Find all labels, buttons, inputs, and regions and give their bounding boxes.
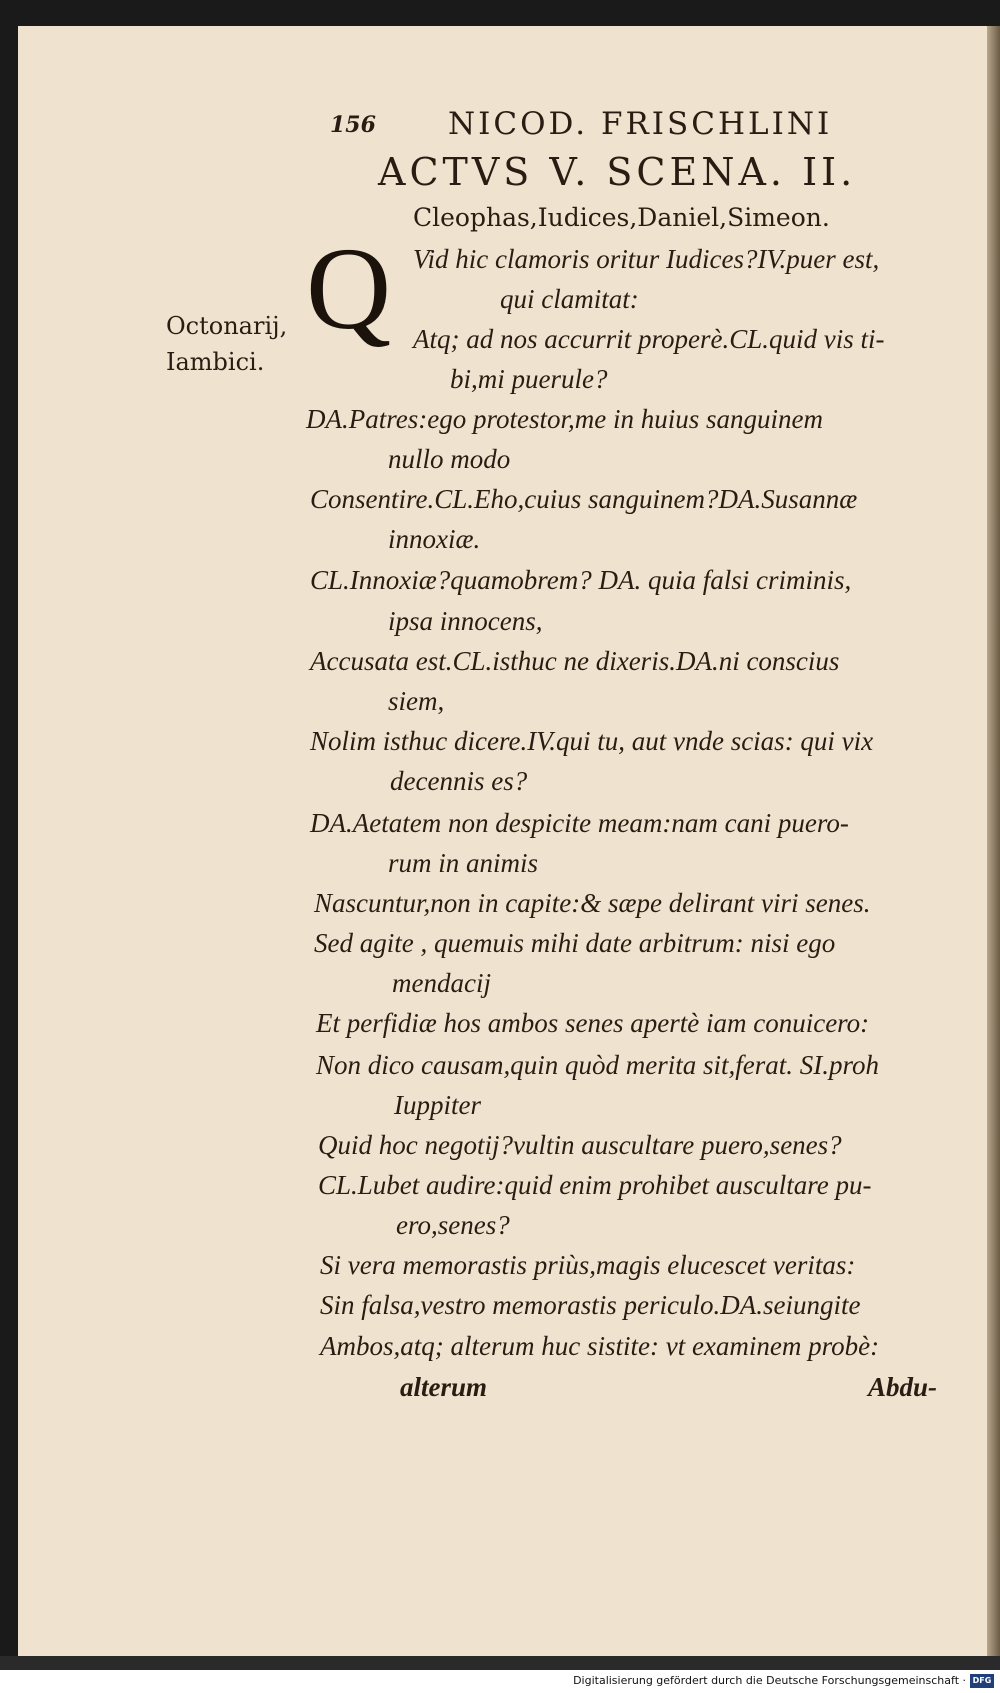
catchword-right: Abdu- [868, 1372, 938, 1402]
verse-line: Ambos,atq; alterum huc sistite: vt examinem probè: [320, 1331, 880, 1361]
funding-credit: Digitalisierung gefördert durch die Deutsche Forschungsgemeinschaft · [573, 1674, 966, 1687]
act-scene-title: ACTVS V. SCENA. II. [378, 150, 857, 194]
verse-line: Sin falsa,vestro memorastis periculo.DA.seiungite [320, 1290, 861, 1320]
verse-line: Nolim isthuc dicere.IV.qui tu, aut vnde scias: qui vix [310, 726, 874, 756]
margin-note-line: Octonarij, [166, 312, 288, 340]
verse-line: mendacij [392, 968, 491, 998]
verse-line: bi,mi puerule? [450, 364, 608, 394]
margin-note [166, 308, 287, 380]
drop-cap: Q [306, 223, 392, 354]
verse-line: Sed agite , quemuis mihi date arbitrum: nisi ego [314, 928, 836, 958]
verse-line: Accusata est.CL.isthuc ne dixeris.DA.ni conscius [310, 646, 840, 676]
verse-line: CL.Innoxiæ?quamobrem? DA. quia falsi criminis, [310, 565, 852, 595]
scan-bottom-strip [0, 1656, 1000, 1670]
verse-line: rum in animis [388, 848, 539, 878]
verse-line: Iuppiter [394, 1090, 481, 1120]
verse-line: Vid hic clamoris oritur Iudices?IV.puer est, [413, 244, 880, 274]
verse-line: Quid hoc negotij?vultin auscultare puero,senes? [318, 1130, 842, 1160]
verse-line: Si vera memorastis priùs,magis elucescet veritas: [320, 1250, 856, 1280]
verse-line: decennis es? [390, 766, 528, 796]
verse-line: innoxiæ. [388, 524, 481, 554]
margin-note-line: Iambici. [166, 348, 265, 376]
verse-line: siem, [388, 686, 445, 716]
verse-line: Nascuntur,non in capite:& sæpe delirant viri senes. [314, 888, 871, 918]
credit-bar [0, 1670, 1000, 1693]
character-list: Cleophas,Iudices,Daniel,Simeon. [413, 203, 830, 232]
page-number: 156 [330, 112, 376, 138]
verse-line: Consentire.CL.Eho,cuius sanguinem?DA.Susannæ [310, 484, 858, 514]
catchword-left: alterum [400, 1372, 488, 1402]
dfg-logo-icon: DFG [970, 1674, 994, 1688]
verse-line: ipsa innocens, [388, 606, 543, 636]
page-edge [987, 26, 1000, 1656]
verse-line: Atq; ad nos accurrit properè.CL.quid vis ti- [413, 324, 885, 354]
verse-line: Et perfidiæ hos ambos senes apertè iam conuicero: [316, 1008, 870, 1038]
verse-line: Non dico causam,quin quòd merita sit,ferat. SI.proh [316, 1050, 879, 1080]
verse-line: DA.Patres:ego protestor,me in huius sanguinem [306, 404, 823, 434]
running-head: NICOD. FRISCHLINI [448, 106, 833, 142]
verse-line: qui clamitat: [500, 284, 639, 314]
verse-line: nullo modo [388, 444, 511, 474]
verse-line: DA.Aetatem non despicite meam:nam cani puero- [310, 808, 849, 838]
verse-line: CL.Lubet audire:quid enim prohibet auscultare pu- [318, 1170, 872, 1200]
verse-line: ero,senes? [396, 1210, 510, 1240]
